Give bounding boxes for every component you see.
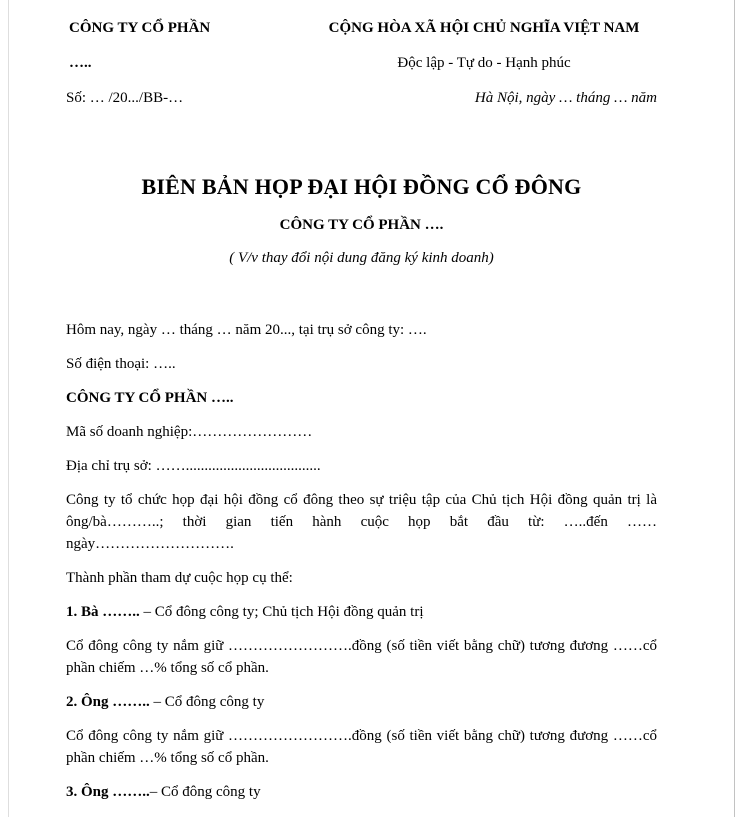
paragraph-attendees-heading: Thành phần tham dự cuộc họp cụ thể: <box>66 567 657 589</box>
paragraph-company-name: CÔNG TY CỔ PHẦN ….. <box>66 387 657 409</box>
document-header <box>66 17 657 122</box>
paragraph-convening-statement: Công ty tổ chức họp đại hội đồng cổ đông theo sự triệu tập của Chủ tịch Hội đồng quản trị là ông/bà………..; thời gian tiến hành cuộc họp bắt đầu từ: …..đến …… ngày………………………. <box>66 489 657 555</box>
issuing-company-dots: ….. <box>66 52 311 74</box>
document-page <box>8 0 735 817</box>
paragraph-date-location: Hôm nay, ngày … tháng … năm 20..., tại trụ sở công ty: …. <box>66 319 657 341</box>
national-motto: Độc lập - Tự do - Hạnh phúc <box>311 52 657 74</box>
national-title: CỘNG HÒA XÃ HỘI CHỦ NGHĨA VIỆT NAM <box>311 17 657 39</box>
paragraph-enterprise-code: Mã số doanh nghiệp:…………………… <box>66 421 657 443</box>
document-subject-line: ( V/v thay đổi nội dung đăng ký kinh doanh) <box>66 247 657 269</box>
shareholder-1-holding: Cổ đông công ty nắm giữ …………………….đồng (số tiền viết bằng chữ) tương đương ……cổ phần chiếm …% tổng số cổ phần. <box>66 635 657 679</box>
paragraph-phone: Số điện thoại: ….. <box>66 353 657 375</box>
shareholder-2-lead: 2. Ông …….. <box>66 694 150 710</box>
issuing-company-name: CÔNG TY CỔ PHẦN <box>66 17 311 39</box>
shareholder-item-2 <box>66 691 657 713</box>
document-subtitle-company: CÔNG TY CỔ PHẦN …. <box>66 214 657 236</box>
document-number: Số: … /20.../BB-… <box>66 87 311 109</box>
shareholder-item-3 <box>66 781 657 803</box>
shareholder-2-holding: Cổ đông công ty nắm giữ …………………….đồng (số tiền viết bằng chữ) tương đương ……cổ phần chiếm …% tổng số cổ phần. <box>66 725 657 769</box>
place-date-line: Hà Nội, ngày … tháng … năm <box>311 87 657 109</box>
document-title: BIÊN BẢN HỌP ĐẠI HỘI ĐỒNG CỔ ĐÔNG <box>66 172 657 202</box>
shareholder-2-role: – Cổ đông công ty <box>150 694 265 710</box>
document-content <box>9 0 734 825</box>
shareholder-3-role: – Cổ đông công ty <box>150 784 261 800</box>
header-right-block <box>311 17 657 122</box>
shareholder-item-1 <box>66 601 657 623</box>
shareholder-3-lead: 3. Ông …….. <box>66 784 150 800</box>
paragraph-head-office-address: Địa chỉ trụ sở: …….................................... <box>66 455 657 477</box>
shareholder-1-role: – Cổ đông công ty; Chủ tịch Hội đồng quản trị <box>140 604 424 620</box>
header-left-block <box>66 17 311 122</box>
shareholder-1-lead: 1. Bà …….. <box>66 604 140 620</box>
